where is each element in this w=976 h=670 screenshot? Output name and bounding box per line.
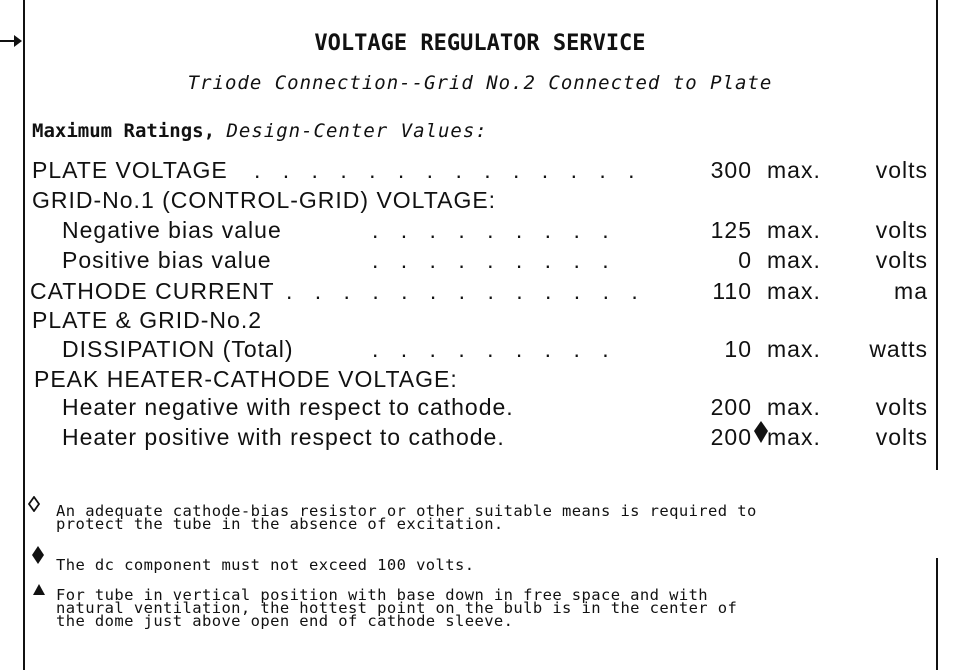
rating-qualifier: max. xyxy=(767,394,821,420)
rating-value: 200 xyxy=(710,394,752,420)
footnote-line: The dc component must not exceed 100 volts. xyxy=(56,556,475,574)
solid-diamond-icon xyxy=(32,546,44,564)
rating-unit: ma xyxy=(894,278,928,304)
rating-label: PLATE & GRID-No.2 xyxy=(32,307,263,333)
rating-label: Positive bias value xyxy=(62,247,272,273)
solid-triangle-icon xyxy=(33,584,45,595)
rating-label: DISSIPATION (Total) xyxy=(62,336,294,362)
rating-qualifier: max. xyxy=(767,424,821,450)
leader-dots: . . . . . . . . . xyxy=(372,247,617,273)
rating-row xyxy=(0,424,936,454)
rating-unit: watts xyxy=(869,336,928,362)
leader-dots: . . . . . . . . . . . . . xyxy=(286,278,646,304)
rating-qualifier: max. xyxy=(767,157,821,183)
rating-unit: volts xyxy=(875,424,928,450)
page-subtitle: Triode Connection--Grid No.2 Connected to Plate xyxy=(187,72,773,94)
rating-label: Negative bias value xyxy=(62,217,282,243)
footnote-line: An adequate cathode-bias resistor or other suitable means is required to xyxy=(56,502,757,520)
rating-value: 125 xyxy=(710,217,752,243)
rating-qualifier: max. xyxy=(767,217,821,243)
rating-value: 10 xyxy=(724,336,752,362)
rating-group-heading xyxy=(0,187,936,217)
rating-row xyxy=(0,278,936,308)
rating-label: Heater positive with respect to cathode. xyxy=(62,424,505,450)
rating-unit: volts xyxy=(875,217,928,243)
outline-diamond-icon xyxy=(28,496,40,512)
rating-unit: volts xyxy=(875,157,928,183)
rating-qualifier: max. xyxy=(767,278,821,304)
right-border-line-bottom xyxy=(936,558,938,670)
page-title: VOLTAGE REGULATOR SERVICE xyxy=(314,31,646,56)
rating-value: 0 xyxy=(738,247,752,273)
rating-group-heading xyxy=(0,307,936,337)
footnote-line: For tube in vertical position with base down in free space and with xyxy=(56,586,709,604)
leader-dots: . . . . . . . . . xyxy=(372,217,617,243)
rating-row xyxy=(0,336,936,366)
footnote-solid-diamond xyxy=(56,556,936,574)
rating-label: CATHODE CURRENT xyxy=(30,278,275,304)
rating-qualifier: max. xyxy=(767,336,821,362)
rating-unit: volts xyxy=(875,247,928,273)
rating-label: PEAK HEATER-CATHODE VOLTAGE: xyxy=(34,366,458,392)
rating-qualifier: max. xyxy=(767,247,821,273)
rating-value: 200 xyxy=(710,424,752,450)
rating-label: GRID-No.1 (CONTROL-GRID) VOLTAGE: xyxy=(32,187,497,213)
footnote-line: protect the tube in the absence of excitation. xyxy=(56,515,504,533)
rating-unit: volts xyxy=(875,394,928,420)
leader-dots: . . . . . . . . . . . . . . xyxy=(254,157,643,183)
footnote-line: the dome just above open end of cathode sleeve. xyxy=(56,612,514,630)
footnote-solid-triangle xyxy=(56,586,936,630)
leader-dots: . . . . . . . . . xyxy=(372,336,617,362)
rating-row xyxy=(0,394,936,424)
right-border-line-top xyxy=(936,0,938,470)
ratings-heading-italic: Design-Center Values: xyxy=(226,120,488,142)
footnote-outline-diamond xyxy=(56,502,936,533)
rating-row xyxy=(0,157,936,187)
rating-label: Heater negative with respect to cathode. xyxy=(62,394,514,420)
footnote-line: natural ventilation, the hottest point on the bulb is in the center of xyxy=(56,599,738,617)
rating-value: 110 xyxy=(712,278,752,304)
rating-group-heading xyxy=(0,366,936,396)
rating-value: 300 xyxy=(710,157,752,183)
ratings-heading-bold: Maximum Ratings, xyxy=(32,120,216,142)
solid-diamond-footnote-icon xyxy=(754,421,768,443)
rating-row xyxy=(0,217,936,247)
ratings-heading xyxy=(32,120,488,142)
rating-row xyxy=(0,247,936,277)
rating-label: PLATE VOLTAGE xyxy=(32,157,228,183)
